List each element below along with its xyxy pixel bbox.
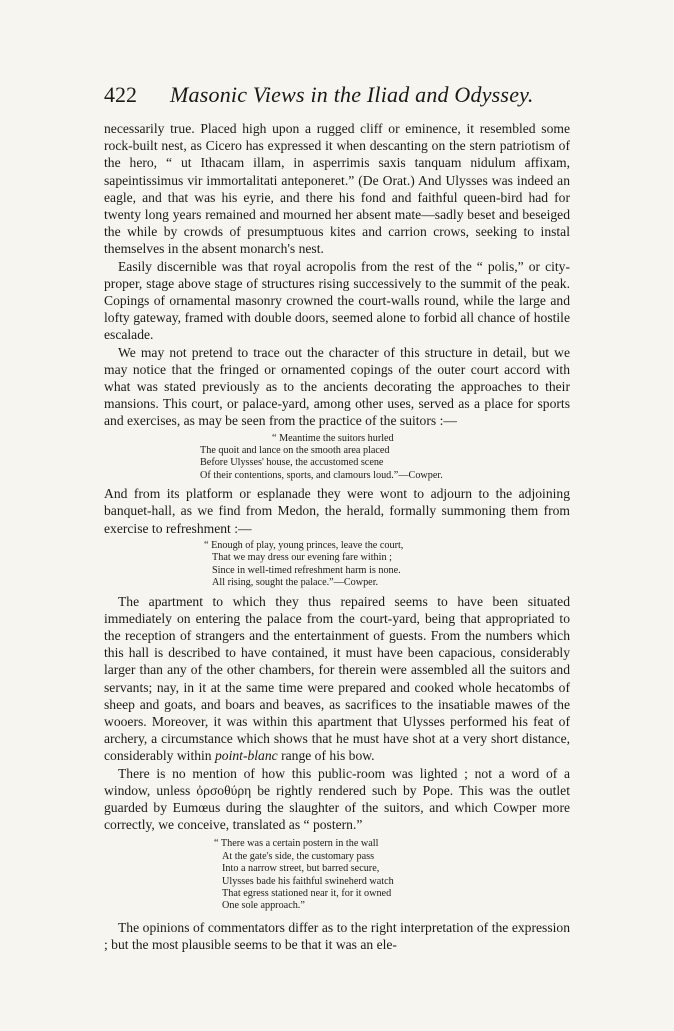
- paragraph-3: We may not pretend to trace out the character of this structure in detail, but we may notice that the fringed or ornamented copings of the outer court accord with what was stated previously as to the ancients decorating the approaches to their mansions. This court, or palace-yard, among other uses, served as a place for sports and exercises, as may be seen from the practice of the suitors :—: [104, 344, 570, 429]
- verse-line: “ Enough of play, young princes, leave the court,: [204, 539, 404, 551]
- paragraph-4: And from its platform or esplanade they were wont to adjourn to the adjoining banquet-hall, as we find from Medon, the herald, formally summoning them from exercise to refreshment :—: [104, 486, 570, 536]
- verse-quote-suitors: [200, 433, 570, 483]
- verse-line: Since in well-timed refreshment harm is none.: [212, 564, 401, 576]
- paragraph-6: There is no mention of how this public-room was lighted ; not a word of a window, unless ὀρσοθύρη be rightly rendered such by Pope. This was the outlet guarded by Eumœus during the slaughter of the suitors, and which Cowper more correctly, we conceive, translated as “ postern.”: [104, 765, 570, 833]
- running-header: [104, 82, 574, 112]
- verse-line: One sole approach.”: [222, 900, 305, 912]
- running-title: Masonic Views in the Iliad and Odyssey.: [170, 82, 534, 107]
- paragraph-5-end: range of his bow.: [277, 748, 375, 764]
- paragraph-5-text: The apartment to which they thus repaired seems to have been situated immediately on entering the palace from the court-yard, being that appropriated to the reception of strangers and the entertainment of guests. From the numbers which this hall is described to have contained, it must have been capacious, considerably larger than any of the other chambers, for therein were assembled all the suitors and servants; nay, in it at the same time were prepared and cooked whole hecatombs of sheep and goats, and boars and beaves, as sacrifices to the insatiable mawes of the wooers. Moreover, it was within this apartment that Ulysses performed his feat of archery, a circumstance which shows that he must have shot at a very short distance, considerably within: [104, 593, 570, 764]
- verse-line: That we may dress our evening fare within ;: [212, 552, 392, 564]
- italic-term: point-blanc: [215, 748, 278, 764]
- verse-line: All rising, sought the palace.”—Cowper.: [212, 577, 379, 589]
- paragraph-1: necessarily true. Placed high upon a rugged cliff or eminence, it resembled some rock-built nest, as Cicero has expressed it when descanting on the stern patriotism of the hero, “ ut Ithacam illam, in asperrimis saxis tanquam nidulum affixam, sapeintissimus vir immortalitati anteponeret.” (De Orat.) And Ulysses was indeed an eagle, and that was his eyrie, and there his fond and faithful queen-bird had for twenty long years remained and mourned her absent mate—sadly beset and beseiged the while by crowds of presumptuous kites and carrion crows, seeking to instal themselves in the absent monarch's nest.: [104, 121, 570, 257]
- page-body: [104, 120, 570, 953]
- paragraph-5: [104, 593, 570, 765]
- paragraph-7: The opinions of commentators differ as to the right interpretation of the expression ; but the most plausible seems to be that it was an ele-: [104, 919, 570, 952]
- verse-line: “ Meantime the suitors hurled: [272, 432, 394, 444]
- verse-line: “ There was a certain postern in the wall: [214, 838, 379, 850]
- verse-line: At the gate's side, the customary pass: [222, 850, 375, 862]
- verse-quote-medon: [204, 540, 570, 590]
- verse-line: Into a narrow street, but barred secure,: [222, 863, 380, 875]
- verse-line: Ulysses bade his faithful swineherd watch: [222, 875, 394, 887]
- verse-line: Of their contentions, sports, and clamours loud.”—Cowper.: [200, 469, 443, 481]
- verse-line: The quoit and lance on the smooth area placed: [200, 445, 390, 457]
- verse-line: That egress stationed near it, for it owned: [222, 887, 392, 899]
- verse-line: Before Ulysses' house, the accustomed scene: [200, 457, 384, 469]
- verse-quote-postern: [214, 838, 570, 912]
- page-number: 422: [104, 82, 137, 107]
- paragraph-2: Easily discernible was that royal acropolis from the rest of the “ polis,” or city-proper, stage above stage of structures rising successively to the summit of the peak. Copings of ornamental masonry crowned the court-walls round, while the large and lofty gateway, framed with double doors, seemed alone to forbid all chance of hostile escalade.: [104, 258, 570, 343]
